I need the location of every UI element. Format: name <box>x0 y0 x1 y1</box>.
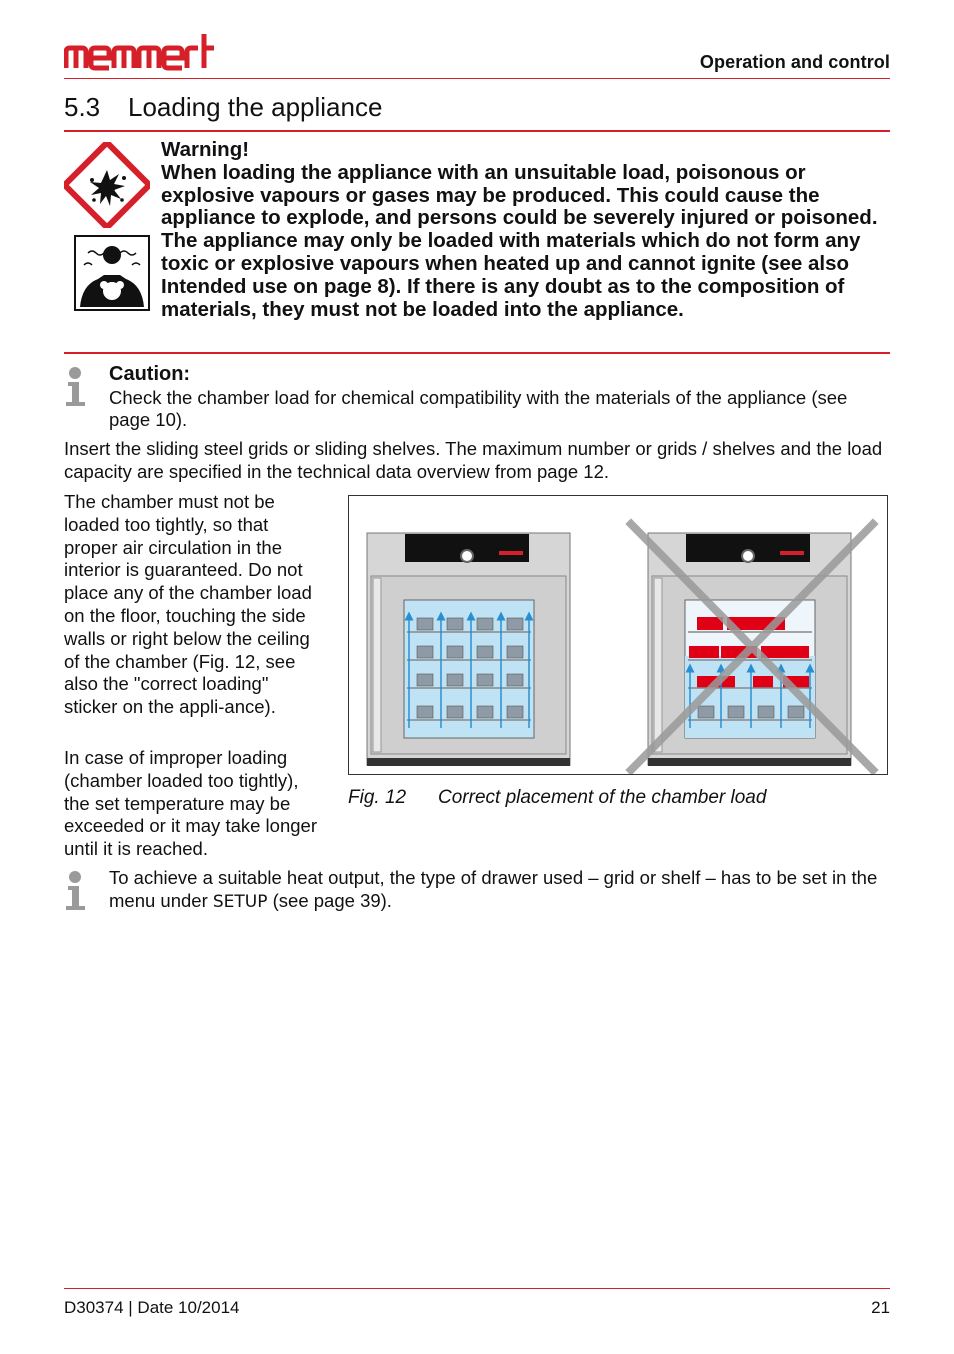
header-section-label: Operation and control <box>699 52 890 72</box>
improper-loading-paragraph: In case of improper loading (chamber loaded too tightly), the set temperature may be exceeded or it may take longer until it is reached. <box>64 747 317 860</box>
section-rule <box>64 130 890 132</box>
setup-menu-ref: SETUP <box>212 891 268 912</box>
insert-paragraph: Insert the sliding steel grids or sliding shelves. The maximum number or grids / shelves and the load capacity are specified in the technical data overview from page 12. <box>64 438 883 482</box>
figure-caption-text: Correct placement of the chamber load <box>438 787 767 808</box>
appliance-correct <box>367 533 570 766</box>
loading-illustration <box>349 496 887 774</box>
toxic-vapour-icon <box>74 235 150 311</box>
explosive-hazard-icon <box>64 142 150 228</box>
figure-number: Fig. 12 <box>348 787 407 808</box>
heat-output-note <box>109 867 889 913</box>
warning-block <box>161 139 891 321</box>
info-icon <box>64 366 88 406</box>
footer-rule <box>64 1288 890 1289</box>
document-id: D30374 | Date 10/2014 <box>64 1298 240 1317</box>
caution-heading: Caution: <box>109 363 191 385</box>
appliance-incorrect <box>631 524 873 770</box>
figure-caption <box>348 787 766 809</box>
chamber-paragraph: The chamber must not be loaded too tightly, so that proper air circulation in the interior is guaranteed. Do not place any of the chamber load on the floor, touching the side walls or right below the ceiling of the chamber (Fig. 12, see also the "correct loading" sticker on the appli-ance). <box>64 491 312 718</box>
memmert-logo <box>64 32 216 72</box>
section-number: 5.3 <box>64 92 101 122</box>
warning-rule <box>64 352 890 354</box>
page-number: 21 <box>871 1298 890 1317</box>
figure-12 <box>348 495 888 775</box>
warning-text: When loading the appliance with an unsuitable load, poisonous or explosive vapours or gases may be produced. This could cause the appliance to explode, and persons could be severely injured or poisoned. The appliance may only be loaded with materials which do not form any toxic or explosive vapours when heated up and cannot ignite (see also Intended use on page 8). If there is any doubt as to the composition of materials, they must not be loaded into the appliance. <box>161 160 878 321</box>
warning-heading: Warning! <box>161 138 250 161</box>
section-heading <box>64 92 382 123</box>
header-rule <box>64 78 890 79</box>
info-icon <box>64 870 88 910</box>
heat-output-text: To achieve a suitable heat output, the type of drawer used – grid or shelf – has to be set in the menu under <box>109 867 878 911</box>
section-title: Loading the appliance <box>128 92 383 122</box>
caution-text: Check the chamber load for chemical compatibility with the materials of the appliance (see page 10). <box>109 387 848 430</box>
heat-output-text-end: (see page 39). <box>267 889 392 911</box>
